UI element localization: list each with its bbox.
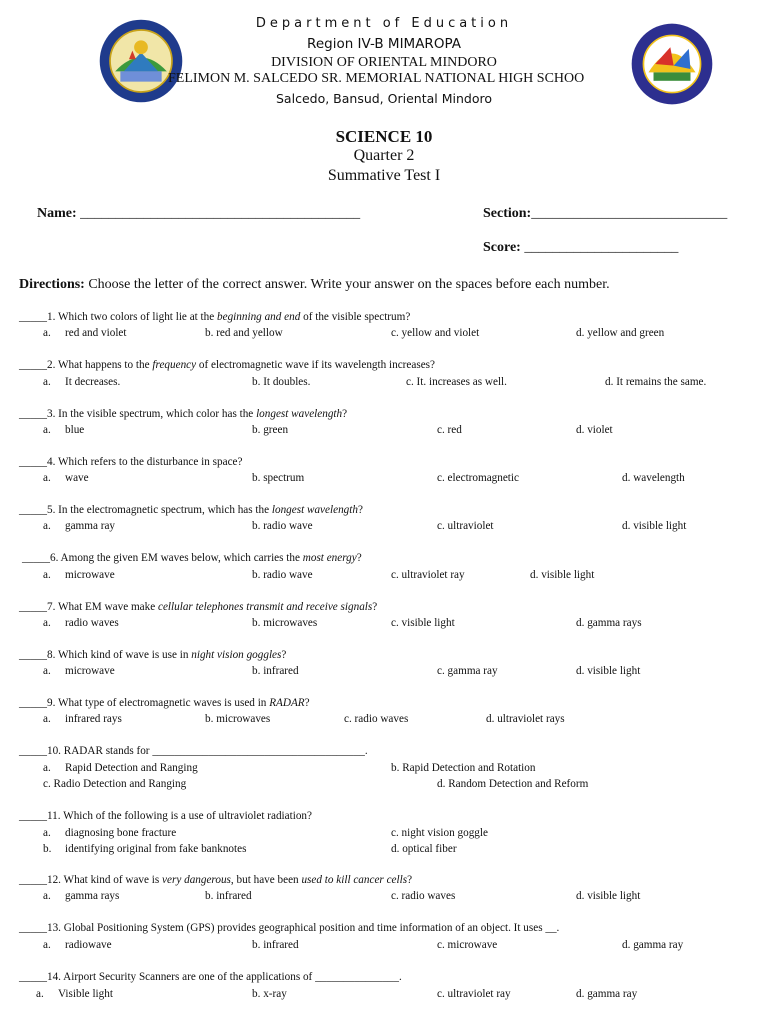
option-text: d. ultraviolet rays [486,713,565,725]
option-text: diagnosing bone fracture [65,827,177,839]
answer-option[interactable] [43,827,177,839]
option-text: infrared rays [65,713,122,725]
question-text: ? [357,504,363,516]
option-text: microwave [65,665,115,677]
option-letter: a. [43,569,51,581]
answer-option[interactable] [622,520,686,532]
section-blank-line[interactable]: ____________________________ [531,206,728,221]
question-5 [19,504,363,516]
question-11 [19,810,312,822]
question-13 [19,922,559,934]
answer-option[interactable] [576,617,642,629]
question-6 [22,552,362,564]
option-letter: a. [43,762,51,774]
answer-option[interactable] [43,665,115,677]
question-emphasis: very dangerous [162,874,231,886]
score-field[interactable] [483,240,678,256]
option-letter: a. [43,713,51,725]
option-text: c. radio waves [391,890,456,902]
answer-option[interactable] [252,376,310,388]
answer-option[interactable] [437,472,519,484]
option-text: d. visible light [622,520,687,532]
question-4 [19,456,242,468]
answer-option[interactable] [576,424,613,436]
option-text: c. gamma ray [437,665,498,677]
question-text: ? [407,874,413,886]
question-10 [19,745,368,757]
question-text: of electromagnetic wave if its wavelength increases? [196,359,435,371]
question-text: ? [281,649,287,661]
school-address: Salcedo, Bansud, Oriental Mindoro [276,91,492,106]
answer-option[interactable] [391,890,455,902]
option-text: c. Radio Detection and Ranging [43,778,187,790]
option-text: b. radio wave [252,569,313,581]
option-letter: a. [43,424,51,436]
option-text: c. ultraviolet ray [437,988,511,1000]
answer-option[interactable] [43,327,127,339]
answer-option[interactable] [252,665,299,677]
option-letter: a. [43,327,51,339]
department-heading: Department of Education [255,16,513,31]
question-emphasis: beginning and end [217,311,301,323]
question-stem: _____9. What type of electromagnetic waves is used in [19,697,270,709]
option-text: b. radio wave [252,520,313,532]
option-text: b. microwaves [252,617,318,629]
option-text: c. ultraviolet ray [391,569,465,581]
option-letter: a. [43,520,51,532]
option-text: b. red and yellow [205,327,283,339]
question-emphasis: frequency [152,359,197,371]
score-blank-line[interactable]: ______________________ [524,240,679,255]
option-text: b. green [252,424,289,436]
option-letter: a. [43,617,51,629]
answer-option[interactable] [406,376,507,388]
option-text: Visible light [58,988,113,1000]
option-text: identifying original from fake banknotes [65,843,247,855]
question-stem: _____6. Among the given EM waves below, which carries the [22,552,303,564]
name-blank-line[interactable]: ________________________________________ [80,206,361,221]
answer-option[interactable] [252,520,313,532]
answer-option[interactable] [252,988,287,1000]
answer-option[interactable] [36,988,113,1000]
option-text: wave [65,472,89,484]
answer-option[interactable] [43,472,89,484]
option-text: c. ultraviolet [437,520,494,532]
answer-option[interactable] [43,843,247,855]
question-3 [19,408,347,420]
option-text: radio waves [65,617,119,629]
question-stem: _____12. What kind of wave is [19,874,163,886]
option-letter: a. [43,665,51,677]
option-text: b. microwaves [205,713,271,725]
question-stem: _____5. In the electromagnetic spectrum, which has the [19,504,272,516]
answer-option[interactable] [622,472,685,484]
answer-option[interactable] [605,376,706,388]
option-letter: a. [43,472,51,484]
question-text: , but have been [230,874,302,886]
question-text: ? [356,552,362,564]
test-title: Summative Test I [327,167,441,184]
option-letter: b. [43,843,52,855]
answer-option[interactable] [205,713,270,725]
division-heading: DIVISION OF ORIENTAL MINDORO [271,55,497,70]
answer-option[interactable] [43,520,116,532]
question-stem: _____1. Which two colors of light lie at the [19,311,218,323]
answer-option[interactable] [344,713,408,725]
answer-option[interactable] [437,988,511,1000]
answer-option[interactable] [622,939,683,951]
answer-option[interactable] [391,617,455,629]
answer-option[interactable] [576,327,664,339]
question-stem: _____4. Which refers to the disturbance in space? [19,456,243,468]
option-letter: a. [43,939,51,951]
option-text: It decreases. [65,376,121,388]
option-text: gamma rays [65,890,120,902]
answer-option[interactable] [43,424,85,436]
option-text: c. radio waves [344,713,409,725]
option-text: c. visible light [391,617,455,629]
answer-option[interactable] [43,778,186,790]
answer-option[interactable] [205,327,283,339]
region-heading: Region IV-B MIMAROPA [307,36,461,52]
option-letter: a. [43,376,51,388]
option-text: d. gamma rays [576,617,642,629]
answer-option[interactable] [576,890,640,902]
answer-option[interactable] [252,617,317,629]
answer-option[interactable] [252,569,313,581]
answer-option[interactable] [43,890,120,902]
option-text: d. visible light [576,890,641,902]
subject-title: SCIENCE 10 [335,127,433,146]
option-text: d. Random Detection and Reform [437,778,589,790]
question-text: ? [304,697,310,709]
option-text: d. gamma ray [576,988,638,1000]
answer-option[interactable] [205,890,252,902]
answer-option[interactable] [486,713,565,725]
section-label: Section: [483,206,532,221]
option-text: b. Rapid Detection and Rotation [391,762,536,774]
option-text: b. It doubles. [252,376,311,388]
question-stem: _____10. RADAR stands for [19,745,153,757]
answer-option[interactable] [391,827,488,839]
question-emphasis: most energy [302,552,357,564]
question-stem: _____7. What EM wave make [19,601,158,613]
option-text: b. spectrum [252,472,305,484]
answer-option[interactable] [43,569,115,581]
answer-option[interactable] [576,665,640,677]
section-field[interactable] [483,206,727,222]
question-12 [19,874,412,886]
option-text: red and violet [65,327,127,339]
option-letter: a. [36,988,44,1000]
question-stem: _____13. Global Positioning System (GPS) provides geographical position and time information of an object. It uses __. [19,922,560,934]
directions [19,277,610,293]
answer-option[interactable] [252,472,304,484]
question-14 [19,971,402,983]
quarter-title: Quarter 2 [353,147,415,164]
option-text: d. violet [576,424,613,436]
option-text: b. infrared [252,939,299,951]
question-emphasis: night vision goggles [191,649,282,661]
name-label: Name: [37,206,77,221]
question-7 [19,601,377,613]
answer-option[interactable] [391,843,457,855]
question-stem: _____3. In the visible spectrum, which color has the [19,408,257,420]
answer-option[interactable] [530,569,594,581]
question-text: of the visible spectrum? [300,311,411,323]
question-stem: _____14. Airport Security Scanners are one of the applications of _______________. [19,971,402,983]
question-stem: _____11. Which of the following is a use of ultraviolet radiation? [19,810,312,822]
option-text: b. infrared [252,665,299,677]
question-8 [19,649,286,661]
answer-option[interactable] [252,424,288,436]
question-emphasis: longest wavelength [271,504,358,516]
answer-option[interactable] [437,424,462,436]
question-text: ? [342,408,348,420]
answer-option[interactable] [576,988,637,1000]
school-name: FELIMON M. SALCEDO SR. MEMORIAL NATIONAL HIGH SCHOO [168,71,585,86]
answer-option[interactable] [43,617,119,629]
option-text: c. night vision goggle [391,827,488,839]
answer-option[interactable] [437,778,588,790]
option-text: c. It. increases as well. [406,376,507,388]
question-stem: _____8. Which kind of wave is use in [19,649,192,661]
option-letter: a. [43,827,51,839]
option-letter: a. [43,890,51,902]
option-text: c. red [437,424,462,436]
question-9 [19,697,310,709]
name-field[interactable] [37,206,360,222]
answer-option[interactable] [391,327,479,339]
question-emphasis: RADAR [269,697,305,709]
answer-option[interactable] [252,939,299,951]
question-emphasis: used to kill cancer cells [301,874,408,886]
option-text: b. infrared [205,890,252,902]
answer-option[interactable] [437,520,494,532]
option-text: b. x-ray [252,988,287,1000]
option-text: c. microwave [437,939,498,951]
question-emphasis: cellular telephones transmit and receive signals [157,601,373,613]
question-text: ______________________________________. [152,745,368,757]
answer-option[interactable] [391,569,465,581]
option-text: d. yellow and green [576,327,665,339]
option-text: d. wavelength [622,472,685,484]
answer-option[interactable] [391,762,535,774]
directions-text: Choose the letter of the correct answer. Write your answer on the spaces before each number. [84,277,610,292]
question-stem: _____2. What happens to the [19,359,153,371]
question-emphasis: longest wavelength [256,408,343,420]
option-text: d. visible light [530,569,595,581]
answer-option[interactable] [43,762,198,774]
option-text: d. gamma ray [622,939,684,951]
score-label: Score: [483,240,521,255]
answer-option[interactable] [43,939,112,951]
option-text: d. visible light [576,665,641,677]
question-text: ? [372,601,378,613]
answer-option[interactable] [43,713,122,725]
directions-label: Directions: [19,277,85,292]
option-text: c. yellow and violet [391,327,480,339]
option-text: Rapid Detection and Ranging [65,762,198,774]
option-text: gamma ray [65,520,116,532]
question-2 [19,359,435,371]
answer-option[interactable] [43,376,121,388]
option-text: blue [65,424,85,436]
option-text: d. It remains the same. [605,376,707,388]
option-text: c. electromagnetic [437,472,519,484]
answer-option[interactable] [437,939,497,951]
answer-option[interactable] [437,665,498,677]
option-text: d. optical fiber [391,843,457,855]
option-text: radiowave [65,939,112,951]
question-1 [19,311,410,323]
option-text: microwave [65,569,115,581]
